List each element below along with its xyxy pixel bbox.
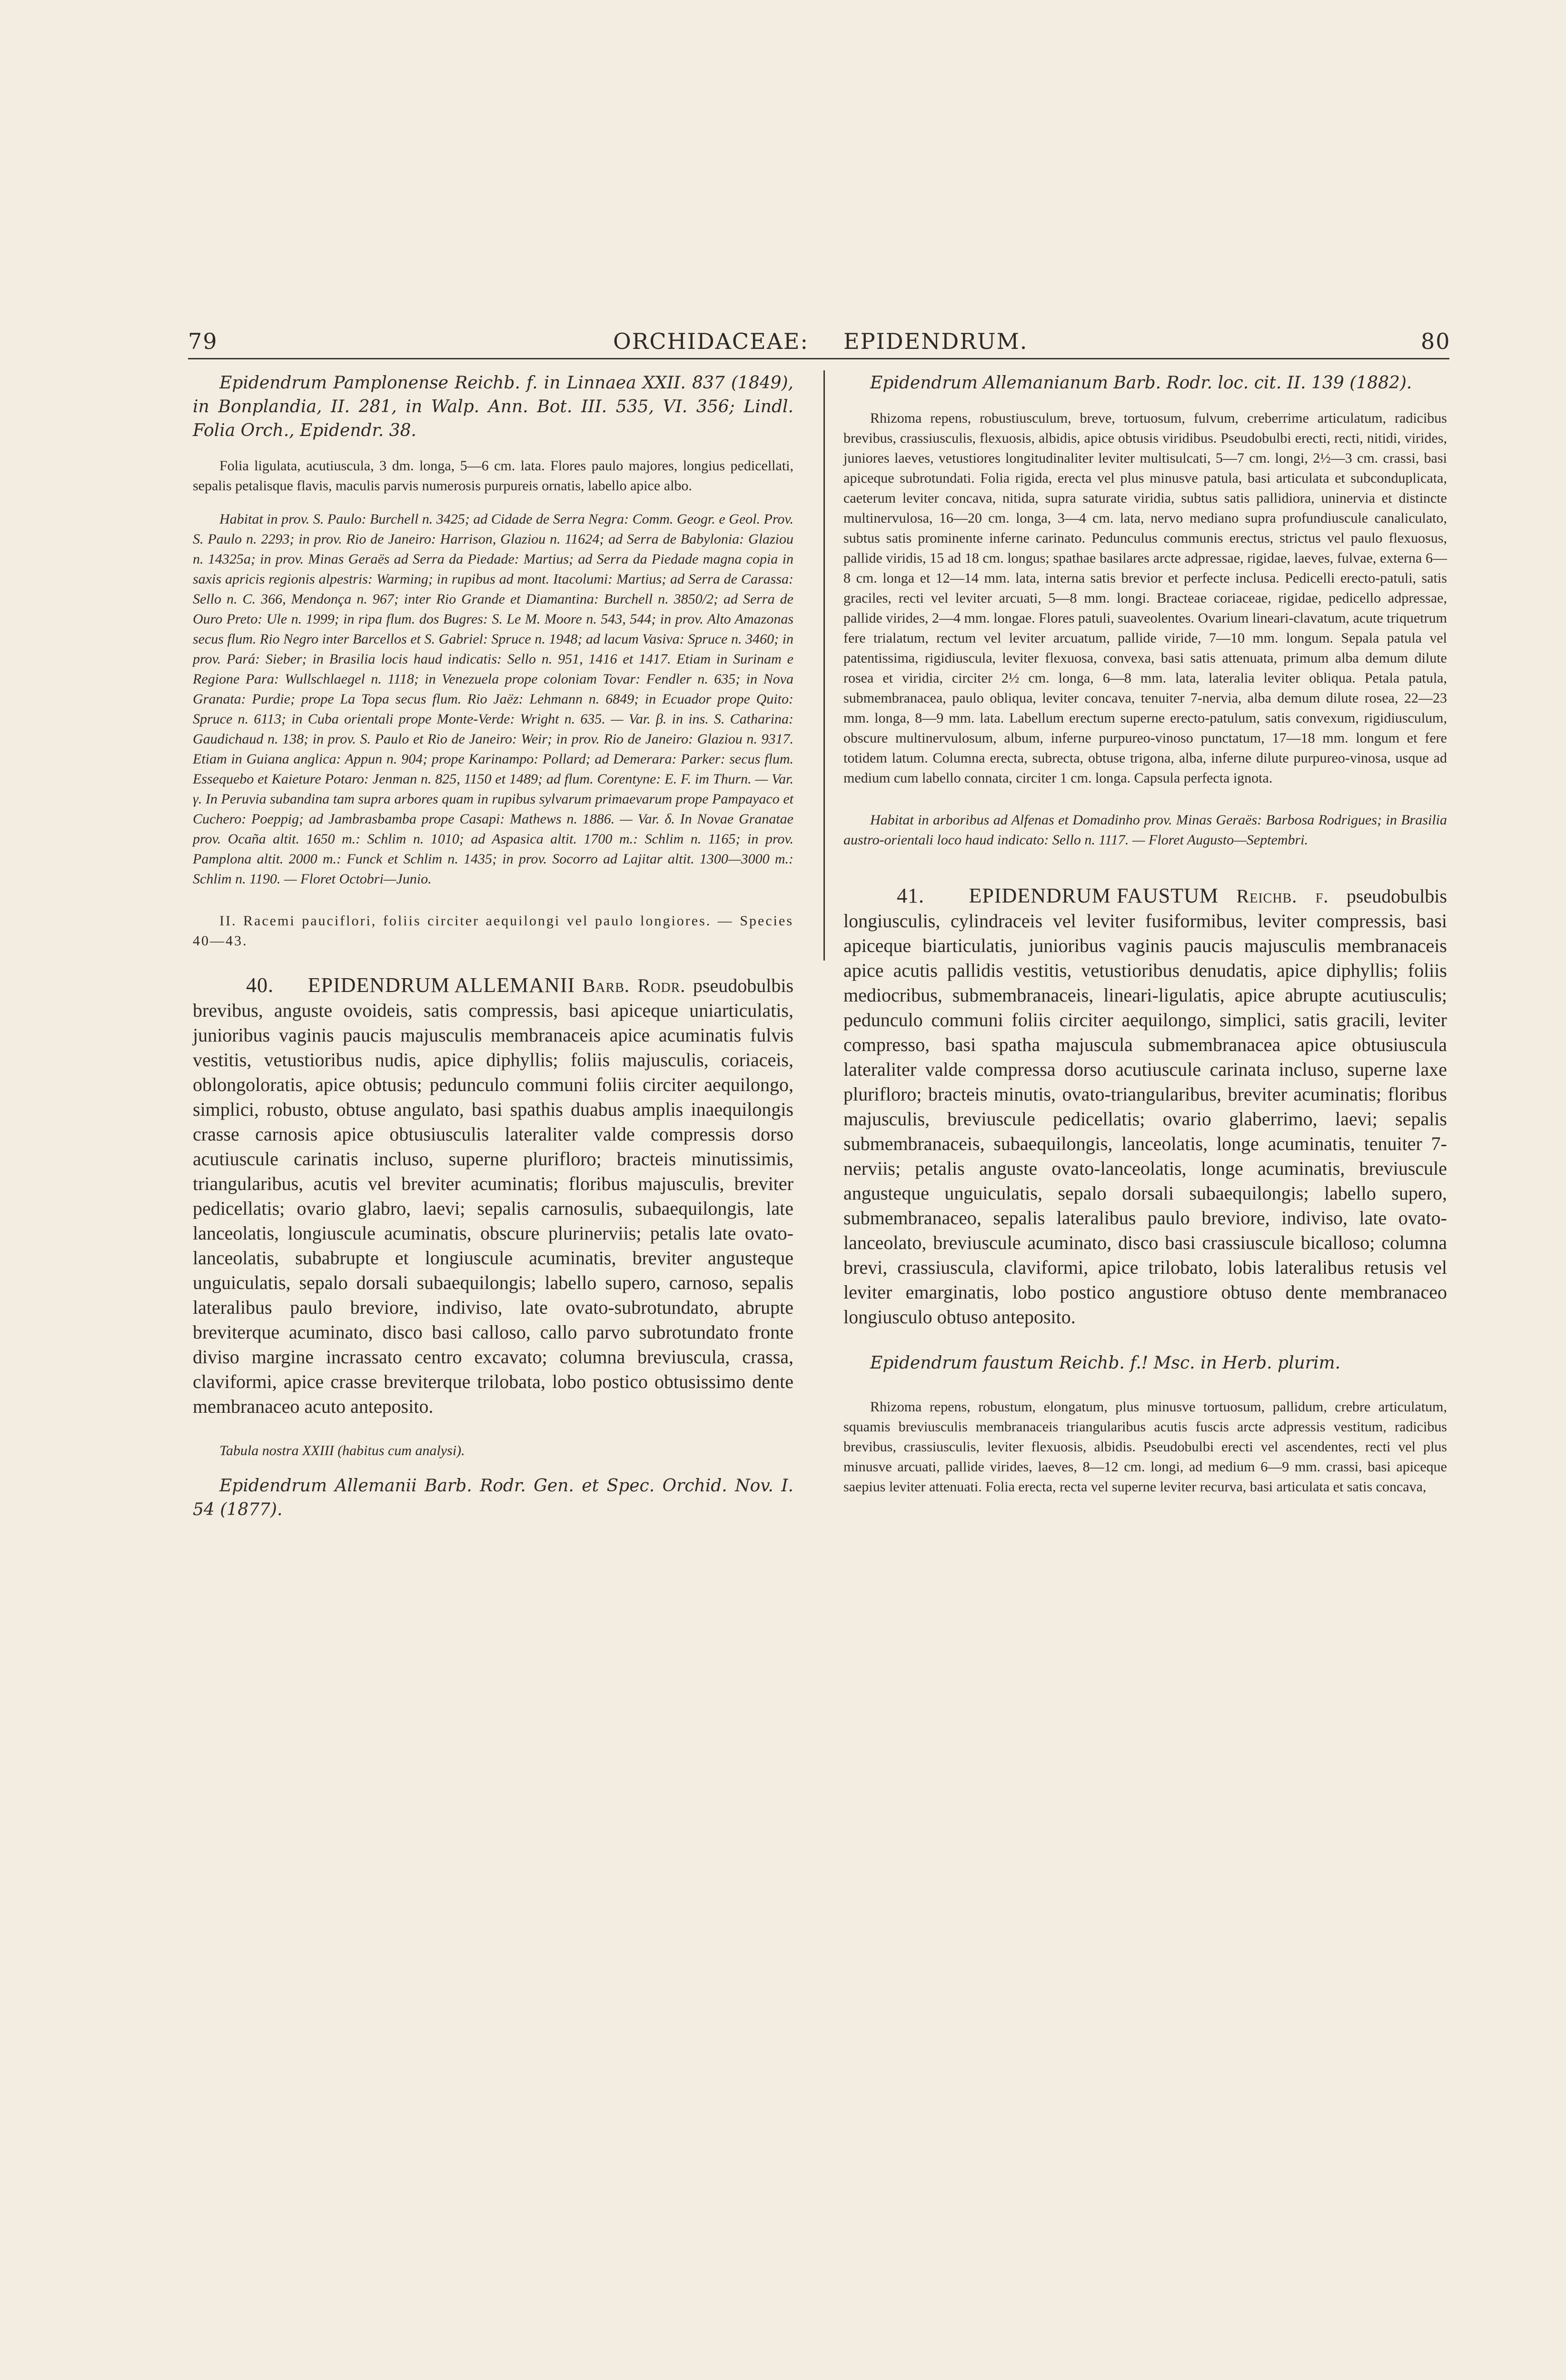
section-heading: II. Racemi pauciflori, foliis circiter aequilongi vel paulo longiores. — Species 40—43. (193, 913, 793, 949)
species-40-name: EPIDENDRUM ALLEMANII (307, 973, 575, 997)
right-column (843, 371, 1447, 1497)
citation-allemanianum: Epidendrum Allemanianum Barb. Rodr. loc. cit. II. 139 (1882). (870, 373, 1412, 393)
citation-faustum: Epidendrum faustum Reichb. f.! Msc. in Herb. plurim. (870, 1353, 1341, 1373)
species-41-text: pseudobulbis longiusculis, cylindraceis vel leviter fusiformibus, leviter compressis, basi apiceque biarticulatis, junioribus vaginis paucis majusculis membranaceis apice acutis pallidis vestitis, vetustioribus denudatis, apice diphyllis; foliis mediocribus, submembranaceis, lineari-ligulatis, apice abrupte acutiusculis; pedunculo communi foliis circiter aequilongo, simplici, satis gracili, leviter compresso, basi spatha majuscula submembranacea apice obtusiuscula lateraliter valde compressa dorso acutiuscule carinata incluso, superne laxe plurifloro; bracteis minutis, ovato-triangularibus, breviter acuminatis; floribus majusculis, breviuscule pedicellatis; ovario glaberrimo, laevi; sepalis submembranaceis, subaequilongis, lanceolatis, longe acuminatis, tenuiter 7-nerviis; petalis anguste ovato-lanceolatis, longe acuminatis, breviuscule angusteque unguiculatis, sepalo dorsali subaequilongis; labello supero, submembranaceo, sepalis lateralibus paulo breviore, indiviso, late ovato-lanceolato, breviuscule acuminato, disco basi crassiuscule bicalloso; columna brevi, crassiuscula, claviformi, apice trilobato, lobis lateralibus retusis vel leviter emarginatis, lobo postico angustiore obtuso dente membranaceo longiusculo obtuso anteposito. (843, 885, 1447, 1328)
description-allemanii: Rhizoma repens, robustiusculum, breve, tortuosum, fulvum, creberrime articulatum, radicibus brevibus, crassiusculis, flexuosis, albidis, apice obtusis viridibus. Pseudobulbi erecti, recti, nitidi, virides, juniores laeves, vetustiores longitudinaliter leviter multisulcati, 5—7 cm. longi, 2½—3 cm. crassi, basi apiceque subrotundati. Folia rigida, erecta vel plus minusve patula, basi articulata et subconduplicata, caeterum leviter concava, nitida, supra saturate viridia, subtus satis pallidiora, uninervia et distincte multinervulosa, 16—20 cm. longa, 3—4 cm. lata, nervo mediano supra profundiuscule canaliculato, subtus satis prominente inferne carinato. Pedunculus communis erectus, strictus vel paulo flexuosus, pallide viridis, 15 ad 18 cm. longus; spathae basilares arcte adpressae, rigidae, laeves, fulvae, externa 6—8 cm. longa et 12—14 mm. lata, interna satis brevior et perfecte inclusa. Pedicelli erecto-patuli, satis graciles, recti vel leviter arcuati, 5—8 mm. longi. Bracteae coriaceae, rigidae, pedicello adpressae, pallide virides, 2—4 mm. longae. Flores patuli, suaveolentes. Ovarium lineari-clavatum, acute triquetrum fere trialatum, rectum vel leviter arcuatum, pallide viride, 7—10 mm. longum. Sepala patula vel patentissima, rigidiuscula, leviter flexuosa, convexa, basi satis attenuata, primum alba demum dilute rosea et viridia, circiter 2½ cm. longa, 6—8 mm. lata, lateralia leviter obliqua. Petala patula, submembranacea, paulo obliqua, leviter concava, tenuiter 7-nervia, alba demum dilute rosea, 22—23 mm. longa, 8—9 mm. lata. Labellum erectum superne erecto-patulum, satis convexum, rigidiusculum, obscure multinervulosum, album, inferne purpureo-vinoso punctatum, 17—18 mm. longum et fere totidem latum. Columna erecta, subrecta, obtuse trigona, alba, inferne dilute purpureo-vinosa, usque ad medium cum labello connata, circiter 1 cm. longa. Capsula perfecta ignota. (843, 410, 1447, 786)
page-number-left: 79 (188, 328, 218, 354)
running-title-right: EPIDENDRUM. (843, 328, 1028, 354)
species-40-number: 40. (246, 973, 274, 997)
species-40-text: pseudobulbis brevibus, anguste ovoideis, satis compressis, basi apiceque uniarticulatis, junioribus vaginis paucis majusculis membranaceis apice acuminatis fulvis vestitis, vetustioribus nudis, apice diphyllis; foliis majusculis, coriaceis, oblongoloratis, apice obtusis; pedunculo communi foliis circiter aequilongo, simplici, robusto, obtuse angulato, basi spathis duabus amplis inaequilongis crasse carnosis apice obtusiusculis lateraliter valde compressis dorso acutiuscule carinatis incluso, superne plurifloro; bracteis minutissimis, triangularibus, acutis vel breviter acuminatis; floribus majusculis, breviter pedicellatis; ovario glabro, laevi; sepalis carnosulis, subaequilongis, late lanceolatis, longiuscule acuminatis, obscure plurinerviis; petalis late ovato-lanceolatis, subabrupte et longiuscule acuminatis, breviter angusteque unguiculatis, sepalo dorsali subaequilongis; labello supero, carnoso, sepalis lateralibus paulo breviore, indiviso, late ovato-subrotundato, abrupte breviterque acuminato, disco basi calloso, callo parvo subrotundato fronte diviso margine incrassato centro excavato; columna breviuscula, crassa, claviformi, apice crasse breviterque trilobata, lobo postico obtusissimo dente membranaceo acuto anteposito. (193, 975, 794, 1417)
citation-allemanii: Epidendrum Allemanii Barb. Rodr. Gen. et Spec. Orchid. Nov. I. 54 (1877). (193, 1476, 793, 1519)
description-faustum: Rhizoma repens, robustum, elongatum, plus minusve tortuosum, pallidum, crebre articulatum, squamis breviusculis membranaceis triangularibus acutis fuscis arcte adpressis vestitum, radicibus brevibus, crassiusculis, leviter flexuosis, albidis. Pseudobulbi erecti vel ascendentes, recti vel plus minusve arcuati, pallide virides, laeves, 8—12 cm. longi, ad medium 6—9 mm. crassi, basi apiceque saepius leviter attenuati. Folia erecta, recta vel superne leviter recurva, basi articulata et satis concava, (843, 1399, 1447, 1495)
header-rule (188, 358, 1449, 359)
species-41-diagnosis (843, 883, 1447, 1329)
left-column (193, 371, 793, 1522)
citation-pamplonense: Epidendrum Pamplonense Reichb. f. in Linnaea XXII. 837 (1849), in Bonplandia, II. 281, in Walp. Ann. Bot. III. 535, VI. 356; Lindl. Folia Orch., Epidendr. 38. (193, 373, 793, 440)
tabula-note: Tabula nostra XXIII (habitus cum analysi). (219, 1443, 465, 1458)
species-41-author: Reichb. f. (1236, 885, 1329, 907)
page-number-right: 80 (1421, 328, 1451, 354)
species-41-name: EPIDENDRUM FAUSTUM (969, 884, 1219, 907)
running-title-left: ORCHIDACEAE: (613, 328, 809, 354)
column-divider (823, 370, 825, 961)
species-41-number: 41. (897, 884, 924, 907)
habitat-pamplonense: Habitat in prov. S. Paulo: Burchell n. 3425; ad Cidade de Serra Negra: Comm. Geogr. e Geol. Prov. S. Paulo n. 2293; in prov. Rio de Janeiro: Harrison, Glaziou n. 11624; ad Serra de Babylonia: Glaziou n. 14325a; in prov. Minas Geraës ad Serra da Piedade: Martius; ad Serra da Piedade magna copia in saxis apricis regionis alpestris: Warming; in rupibus ad mont. Itacolumi: Martius; ad Serra de Carassa: Sello n. C. 366, Mendonça n. 967; inter Rio Grande et Diamantina: Burchell n. 3850/2; ad Serra de Ouro Preto: Ule n. 1999; in ripa flum. dos Bugres: S. Le M. Moore n. 543, 544; in prov. Alto Amazonas secus flum. Rio Negro inter Barcellos et S. Gabriel: Spruce n. 1948; ad lacum Vasiva: Spruce n. 3460; in prov. Pará: Sieber; in Brasilia locis haud indicatis: Sello n. 951, 1416 et 1417. Etiam in Surinam e Regione Para: Wullschlaegel n. 1118; in Venezuela prope coloniam Tovar: Fendler n. 635; in Nova Granata: Purdie; prope La Topa secus flum. Rio Jaëz: Lehmann n. 6849; in Ecuador prope Quito: Spruce n. 6113; in Cuba orientali prope Monte-Verde: Wright n. 635. — Var. β. in ins. S. Catharina: Gaudichaud n. 138; in prov. S. Paulo et Rio de Janeiro: Weir; in prov. Rio de Janeiro: Glaziou n. 9317. Etiam in Guiana anglica: Appun n. 904; prope Karinampo: Pollard; ad Demerara: Parker: secus flum. Essequebo et Kaieture Potaro: Jenman n. 825, 1150 et 1489; ad flum. Corentyne: E. F. im Thurn. — Var. γ. In Peruvia subandina tam supra arbores quam in rupibus sylvarum primaevarum prope Pampayaco et Cuchero: Poeppig; ad Jambrasbamba prope Casapi: Mathews n. 1886. — Var. δ. In Novae Granatae prov. Ocaña altit. 1650 m.: Schlim n. 1010; ad Aspasica altit. 1700 m.: Schlim n. 1165; in prov. Pamplona altit. 2000 m.: Funck et Schlim n. 1435; in prov. Socorro ad Lajitar altit. 1300—3000 m.: Schlim n. 1190. — Floret Octobri—Junio. (193, 511, 793, 887)
species-40-diagnosis (193, 973, 793, 1419)
habitat-allemanii: Habitat in arboribus ad Alfenas et Domadinho prov. Minas Geraës: Barbosa Rodrigues; in Brasilia austro-orientali loco haud indicato: Sello n. 1117. — Floret Augusto—Septembri. (843, 812, 1447, 848)
species-40-author: Barb. Rodr. (582, 975, 686, 996)
description-pamplonense: Folia ligulata, acutiuscula, 3 dm. longa, 5—6 cm. lata. Flores paulo majores, longius pedicellati, sepalis petalisque flavis, maculis parvis numerosis purpureis ornatis, labello apice albo. (193, 458, 793, 494)
